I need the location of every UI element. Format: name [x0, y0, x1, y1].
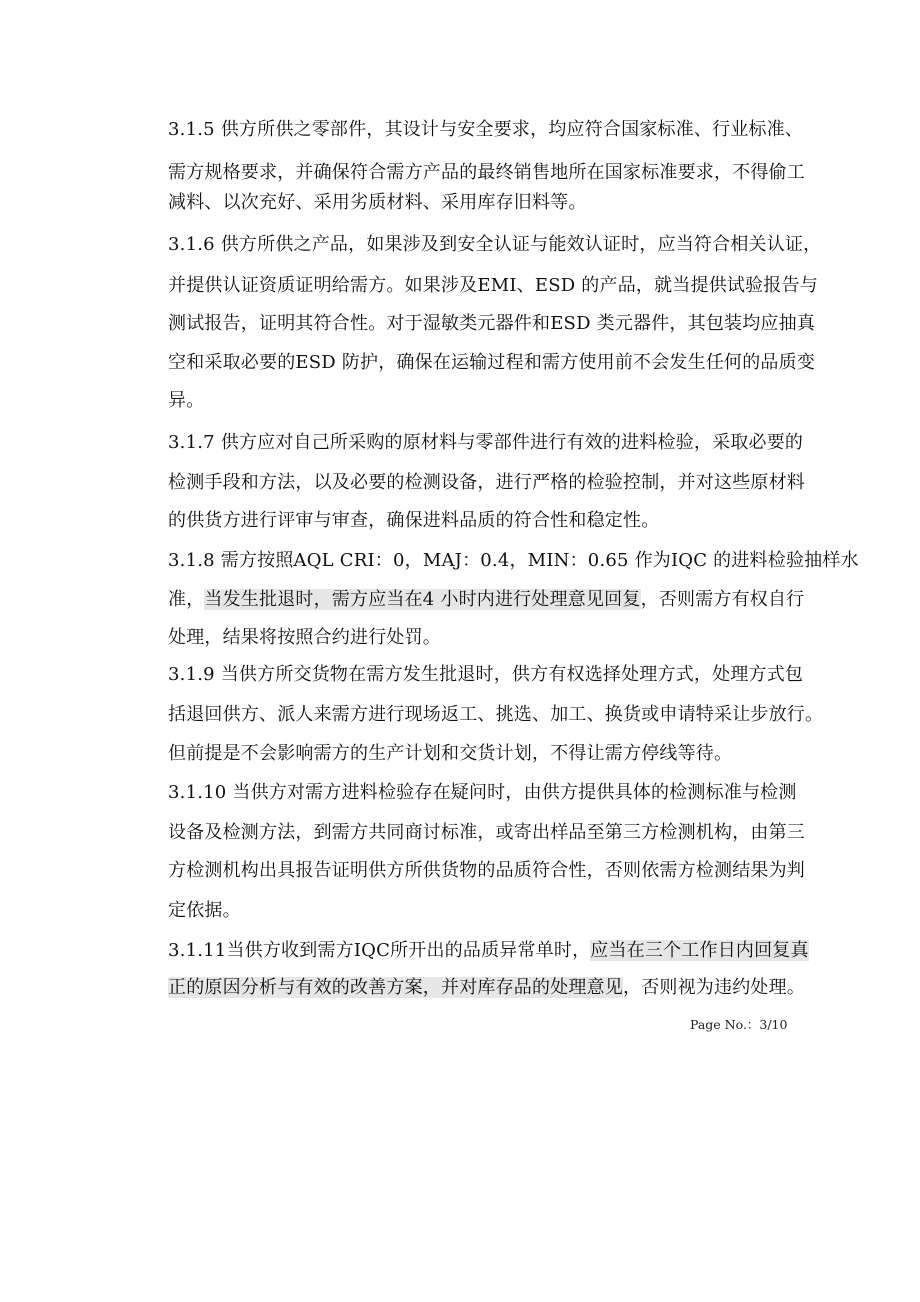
- text-line: [168, 506, 659, 536]
- text-segment: 检测手段和方法，以及必要的检测设备，进行严格的检验控制，并对这些原材料: [168, 472, 805, 493]
- highlighted-text: 正的原因分析与有效的改善方案，并对库存品的处理意见: [168, 977, 623, 998]
- text-line: [168, 546, 859, 576]
- text-line: [168, 468, 805, 498]
- text-segment: 的供货方进行评审与审查，确保进料品质的符合性和稳定性。: [168, 510, 660, 531]
- text-line: [168, 739, 732, 769]
- text-segment: 3.1.8 需方按照AQL CRI：0，MAJ：0.4，MIN：0.65 作为IQC 的进料检验抽样水: [168, 550, 859, 571]
- text-line: [168, 973, 805, 1003]
- text-segment: 设备及检测方法，到需方共同商讨标准，或寄出样品至第三方检测机构，由第三: [168, 822, 805, 843]
- text-line: [168, 623, 441, 653]
- text-segment: 减料、以次充好、采用劣质材料、采用库存旧料等。: [168, 192, 587, 213]
- text-line: [168, 585, 804, 615]
- text-segment: 3.1.11当供方收到需方IQC所开出的品质异常单时，: [168, 940, 591, 961]
- text-segment: 准，: [168, 589, 205, 610]
- text-line: [168, 428, 803, 458]
- text-segment: ，否则需方有权自行: [640, 589, 805, 610]
- text-segment: 测试报告，证明其符合性。对于湿敏类元器件和ESD 类元器件，其包装均应抽真: [168, 313, 816, 334]
- text-segment: 方检测机构出具报告证明供方所供货物的品质符合性，否则依需方检测结果为判: [168, 860, 805, 881]
- text-line: [168, 856, 805, 886]
- text-segment: 处理，结果将按照合约进行处罚。: [168, 627, 441, 648]
- text-segment: 空和采取必要的ESD 防护，确保在运输过程和需方使用前不会发生任何的品质变: [168, 352, 816, 373]
- text-line: [168, 778, 797, 808]
- text-line: [168, 188, 587, 218]
- text-line: [168, 158, 805, 188]
- text-line: [168, 309, 815, 339]
- text-segment: 并提供认证资质证明给需方。如果涉及EMI、ESD 的产品，就当提供试验报告与: [168, 275, 818, 296]
- text-line: [168, 271, 818, 301]
- text-line: [168, 896, 241, 926]
- text-line: [168, 386, 204, 416]
- text-segment: 异。: [168, 390, 205, 411]
- text-line: [168, 348, 815, 378]
- highlighted-text: 当发生批退时，需方应当在4 小时内进行处理意见回复: [204, 589, 641, 610]
- text-segment: 3.1.6 供方所供之产品，如果涉及到安全认证与能效认证时，应当符合相关认证，: [168, 234, 822, 255]
- text-segment: 3.1.7 供方应对自己所采购的原材料与零部件进行有效的进料检验，采取必要的: [168, 432, 804, 453]
- page-number: Page No.：3/10: [690, 1017, 788, 1032]
- text-line: [168, 818, 805, 848]
- text-line: [168, 660, 803, 690]
- text-segment: 但前提是不会影响需方的生产计划和交货计划，不得让需方停线等待。: [168, 743, 733, 764]
- text-segment: 括退回供方、派人来需方进行现场返工、挑选、加工、换货或申请特采让步放行。: [168, 704, 824, 725]
- text-line: [168, 115, 803, 145]
- highlighted-text: 应当在三个工作日内回复真: [590, 940, 809, 961]
- text-segment: ，否则视为违约处理。: [623, 977, 805, 998]
- text-line: [168, 700, 823, 730]
- text-segment: 3.1.5 供方所供之零部件，其设计与安全要求，均应符合国家标准、行业标准、: [168, 119, 804, 140]
- text-segment: 定依据。: [168, 900, 241, 921]
- text-line: [168, 230, 821, 260]
- text-segment: 需方规格要求，并确保符合需方产品的最终销售地所在国家标准要求，不得偷工: [168, 162, 805, 183]
- text-line: [168, 936, 809, 966]
- text-segment: 3.1.10 当供方对需方进料检验存在疑问时，由供方提供具体的检测标准与检测: [168, 782, 797, 803]
- text-segment: 3.1.9 当供方所交货物在需方发生批退时，供方有权选择处理方式，处理方式包: [168, 664, 804, 685]
